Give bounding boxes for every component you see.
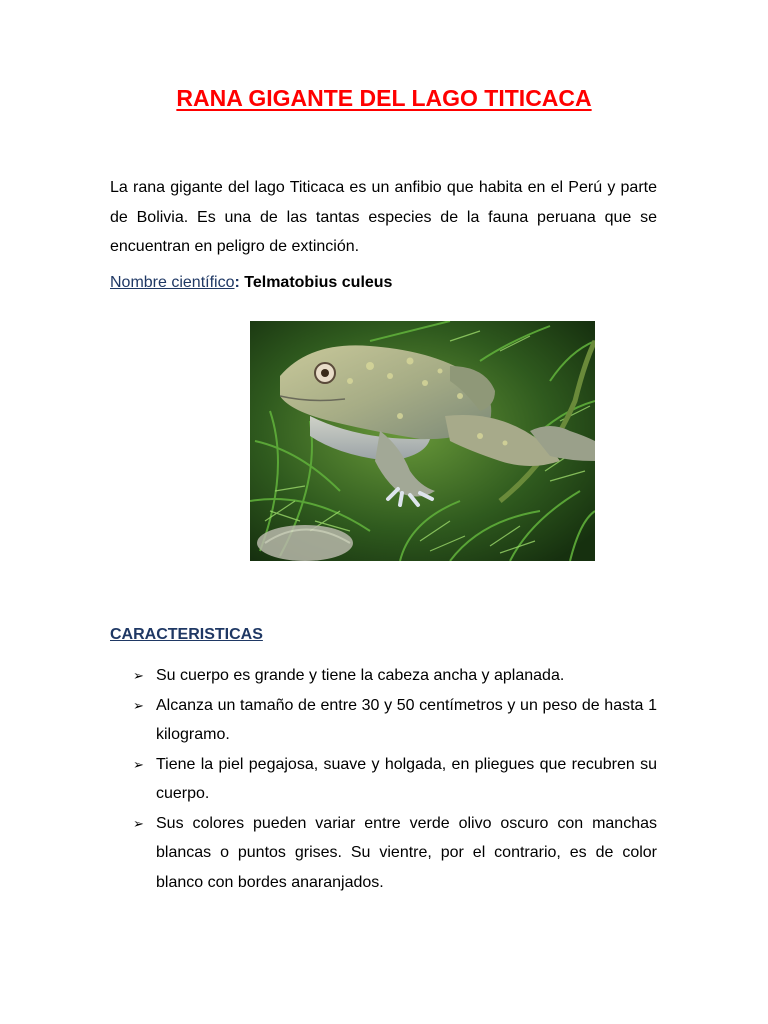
feature-text: Sus colores pueden variar entre verde olivo oscuro con manchas blancas o puntos grises. Su vientre, por el contrario, es de color blanco con bordes anaranjados. bbox=[156, 814, 657, 891]
feature-list-item bbox=[110, 750, 657, 809]
rock-shape bbox=[257, 525, 353, 561]
scientific-name-value: Telmatobius culeus bbox=[239, 274, 393, 291]
feature-text: Su cuerpo es grande y tiene la cabeza ancha y aplanada. bbox=[156, 667, 565, 684]
feature-text: Tiene la piel pegajosa, suave y holgada, en pliegues que recubren su cuerpo. bbox=[156, 755, 657, 802]
bullet-arrow-icon: ➢ bbox=[133, 815, 144, 831]
feature-text: Alcanza un tamaño de entre 30 y 50 centímetros y un peso de hasta 1 kilogramo. bbox=[156, 696, 657, 743]
document-title: RANA GIGANTE DEL LAGO TITICACA bbox=[176, 85, 592, 111]
scientific-name-line bbox=[110, 274, 392, 292]
bullet-arrow-icon: ➢ bbox=[133, 668, 144, 683]
scientific-name-label: Nombre científico bbox=[110, 274, 235, 291]
feature-list-item bbox=[110, 809, 657, 898]
feature-list-item bbox=[110, 661, 657, 691]
bullet-arrow-icon: ➢ bbox=[133, 697, 144, 713]
intro-paragraph: La rana gigante del lago Titicaca es un anfibio que habita en el Perú y parte de Bolivia. Es una de las tantas especies de la fauna peruana que se encuentran en peligro de extinción. bbox=[110, 179, 657, 255]
scientific-name-colon: : bbox=[234, 274, 240, 291]
features-heading: CARACTERISTICAS bbox=[110, 626, 263, 643]
bullet-arrow-icon: ➢ bbox=[133, 756, 144, 772]
features-list bbox=[110, 661, 657, 897]
frog-photo bbox=[250, 321, 595, 561]
feature-list-item bbox=[110, 691, 657, 750]
